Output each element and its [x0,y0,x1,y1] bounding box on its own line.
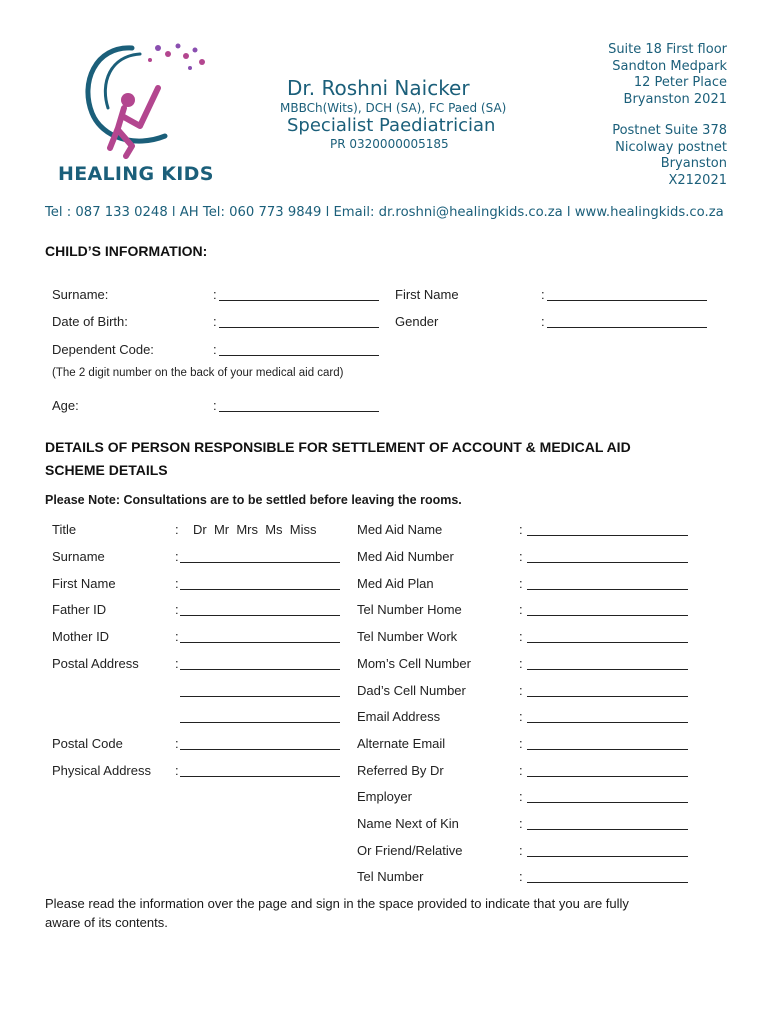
postal-address-line: X212021 [668,172,727,188]
colon: : [519,709,523,724]
mom-cell-field[interactable] [527,657,688,670]
referred-by-field[interactable] [527,764,688,777]
settlement-note: Please Note: Consultations are to be settled before leaving the rooms. [45,493,462,507]
postal-address-field[interactable] [180,657,340,670]
dependent-code-label: Dependent Code: [52,342,154,357]
colon: : [175,602,179,617]
colon: : [175,763,179,778]
physical-address-field[interactable] [180,764,340,777]
kin-tel-number-label: Tel Number [357,869,424,884]
mother-id-label: Mother ID [52,629,110,644]
med-aid-plan-field[interactable] [527,577,688,590]
colon: : [213,342,217,357]
tel-home-label: Tel Number Home [357,602,462,617]
dad-cell-field[interactable] [527,684,688,697]
doctor-name: Dr. Roshni Naicker [287,76,470,100]
colon: : [541,314,545,329]
dependent-code-note: (The 2 digit number on the back of your medical aid card) [52,367,344,379]
colon: : [519,843,523,858]
qualifications: MBBCh(Wits), DCH (SA), FC Paed (SA) [280,101,507,115]
postal-address-line: Nicolway postnet [615,139,727,155]
father-id-label: Father ID [52,602,107,617]
postal-address-field-line3[interactable] [180,710,340,723]
child-gender-label: Gender [395,314,439,329]
title-label: Title [52,522,77,537]
friend-relative-label: Or Friend/Relative [357,843,463,858]
med-aid-name-field[interactable] [527,523,688,536]
next-of-kin-field[interactable] [527,817,688,830]
logo-text: HEALING KIDS [58,163,214,185]
child-info-heading: CHILD’S INFORMATION: [45,243,208,259]
tel-work-label: Tel Number Work [357,629,458,644]
responsible-first-name-field[interactable] [180,577,340,590]
colon: : [519,549,523,564]
responsible-first-name-label: First Name [52,576,116,591]
colon: : [175,656,179,671]
age-label: Age: [52,398,79,413]
colon: : [519,576,523,591]
age-field[interactable] [219,399,379,412]
child-surname-field[interactable] [219,288,379,301]
postal-address-label: Postal Address [52,656,139,671]
med-aid-number-field[interactable] [527,550,688,563]
postal-code-label: Postal Code [52,736,123,751]
colon: : [175,522,179,537]
child-first-name-label: First Name [395,287,459,302]
colon: : [213,398,217,413]
colon: : [519,629,523,644]
med-aid-name-label: Med Aid Name [357,522,443,537]
employer-label: Employer [357,789,412,804]
father-id-field[interactable] [180,603,340,616]
child-dob-label: Date of Birth: [52,314,128,329]
email-field[interactable] [527,710,688,723]
colon: : [519,602,523,617]
employer-field[interactable] [527,790,688,803]
colon: : [175,736,179,751]
med-aid-number-label: Med Aid Number [357,549,454,564]
footer-line2: aware of its contents. [45,915,168,930]
med-aid-plan-label: Med Aid Plan [357,576,434,591]
tel-home-field[interactable] [527,603,688,616]
email-label: Email Address [357,709,441,724]
tel-work-field[interactable] [527,630,688,643]
specialty: Specialist Paediatrician [287,115,496,136]
physical-address-line: Suite 18 First floor [608,42,727,57]
colon: : [175,549,179,564]
colon: : [541,287,545,302]
colon: : [175,576,179,591]
child-dob-field[interactable] [219,315,379,328]
practice-number: PR 0320000005185 [330,137,449,151]
kin-tel-number-field[interactable] [527,870,688,883]
physical-address-line: 12 Peter Place [633,75,727,90]
colon: : [519,869,523,884]
colon: : [519,522,523,537]
postal-address-line: Bryanston [660,156,727,171]
alternate-email-label: Alternate Email [357,736,446,751]
colon: : [519,763,523,778]
colon: : [519,816,523,831]
responsible-surname-field[interactable] [180,550,340,563]
alternate-email-field[interactable] [527,737,688,750]
account-heading-line2: SCHEME DETAILS [45,462,168,478]
physical-address-label: Physical Address [52,763,151,778]
physical-address-line: Bryanston 2021 [623,91,727,107]
postal-code-field[interactable] [180,737,340,750]
title-options[interactable]: Dr Mr Mrs Ms Miss [193,522,317,537]
colon: : [213,287,217,302]
postal-address-line: Postnet Suite 378 [612,123,727,138]
colon: : [519,736,523,751]
account-heading-line1: DETAILS OF PERSON RESPONSIBLE FOR SETTLEMENT OF ACCOUNT & MEDICAL AID [45,439,631,455]
child-gender-field[interactable] [547,315,707,328]
colon: : [519,683,523,698]
physical-address-line: Sandton Medpark [612,58,727,74]
referred-by-label: Referred By Dr [357,763,444,778]
dependent-code-field[interactable] [219,343,379,356]
next-of-kin-label: Name Next of Kin [357,816,459,831]
dad-cell-label: Dad’s Cell Number [357,683,466,698]
physical-address [608,42,727,108]
postal-address [612,123,727,189]
postal-address-field-line2[interactable] [180,684,340,697]
friend-relative-field[interactable] [527,844,688,857]
responsible-surname-label: Surname [52,549,105,564]
colon: : [519,789,523,804]
mother-id-field[interactable] [180,630,340,643]
colon: : [213,314,217,329]
colon: : [175,629,179,644]
child-surname-label: Surname: [52,287,109,302]
colon: : [519,656,523,671]
contact-line: Tel : 087 133 0248 l AH Tel: 060 773 9849 l Email: dr.roshni@healingkids.co.za l www.healingkids.co.za [45,205,724,220]
child-first-name-field[interactable] [547,288,707,301]
mom-cell-label: Mom’s Cell Number [357,656,471,671]
footer-line1: Please read the information over the page and sign in the space provided to indicate that you are fully [45,896,629,911]
